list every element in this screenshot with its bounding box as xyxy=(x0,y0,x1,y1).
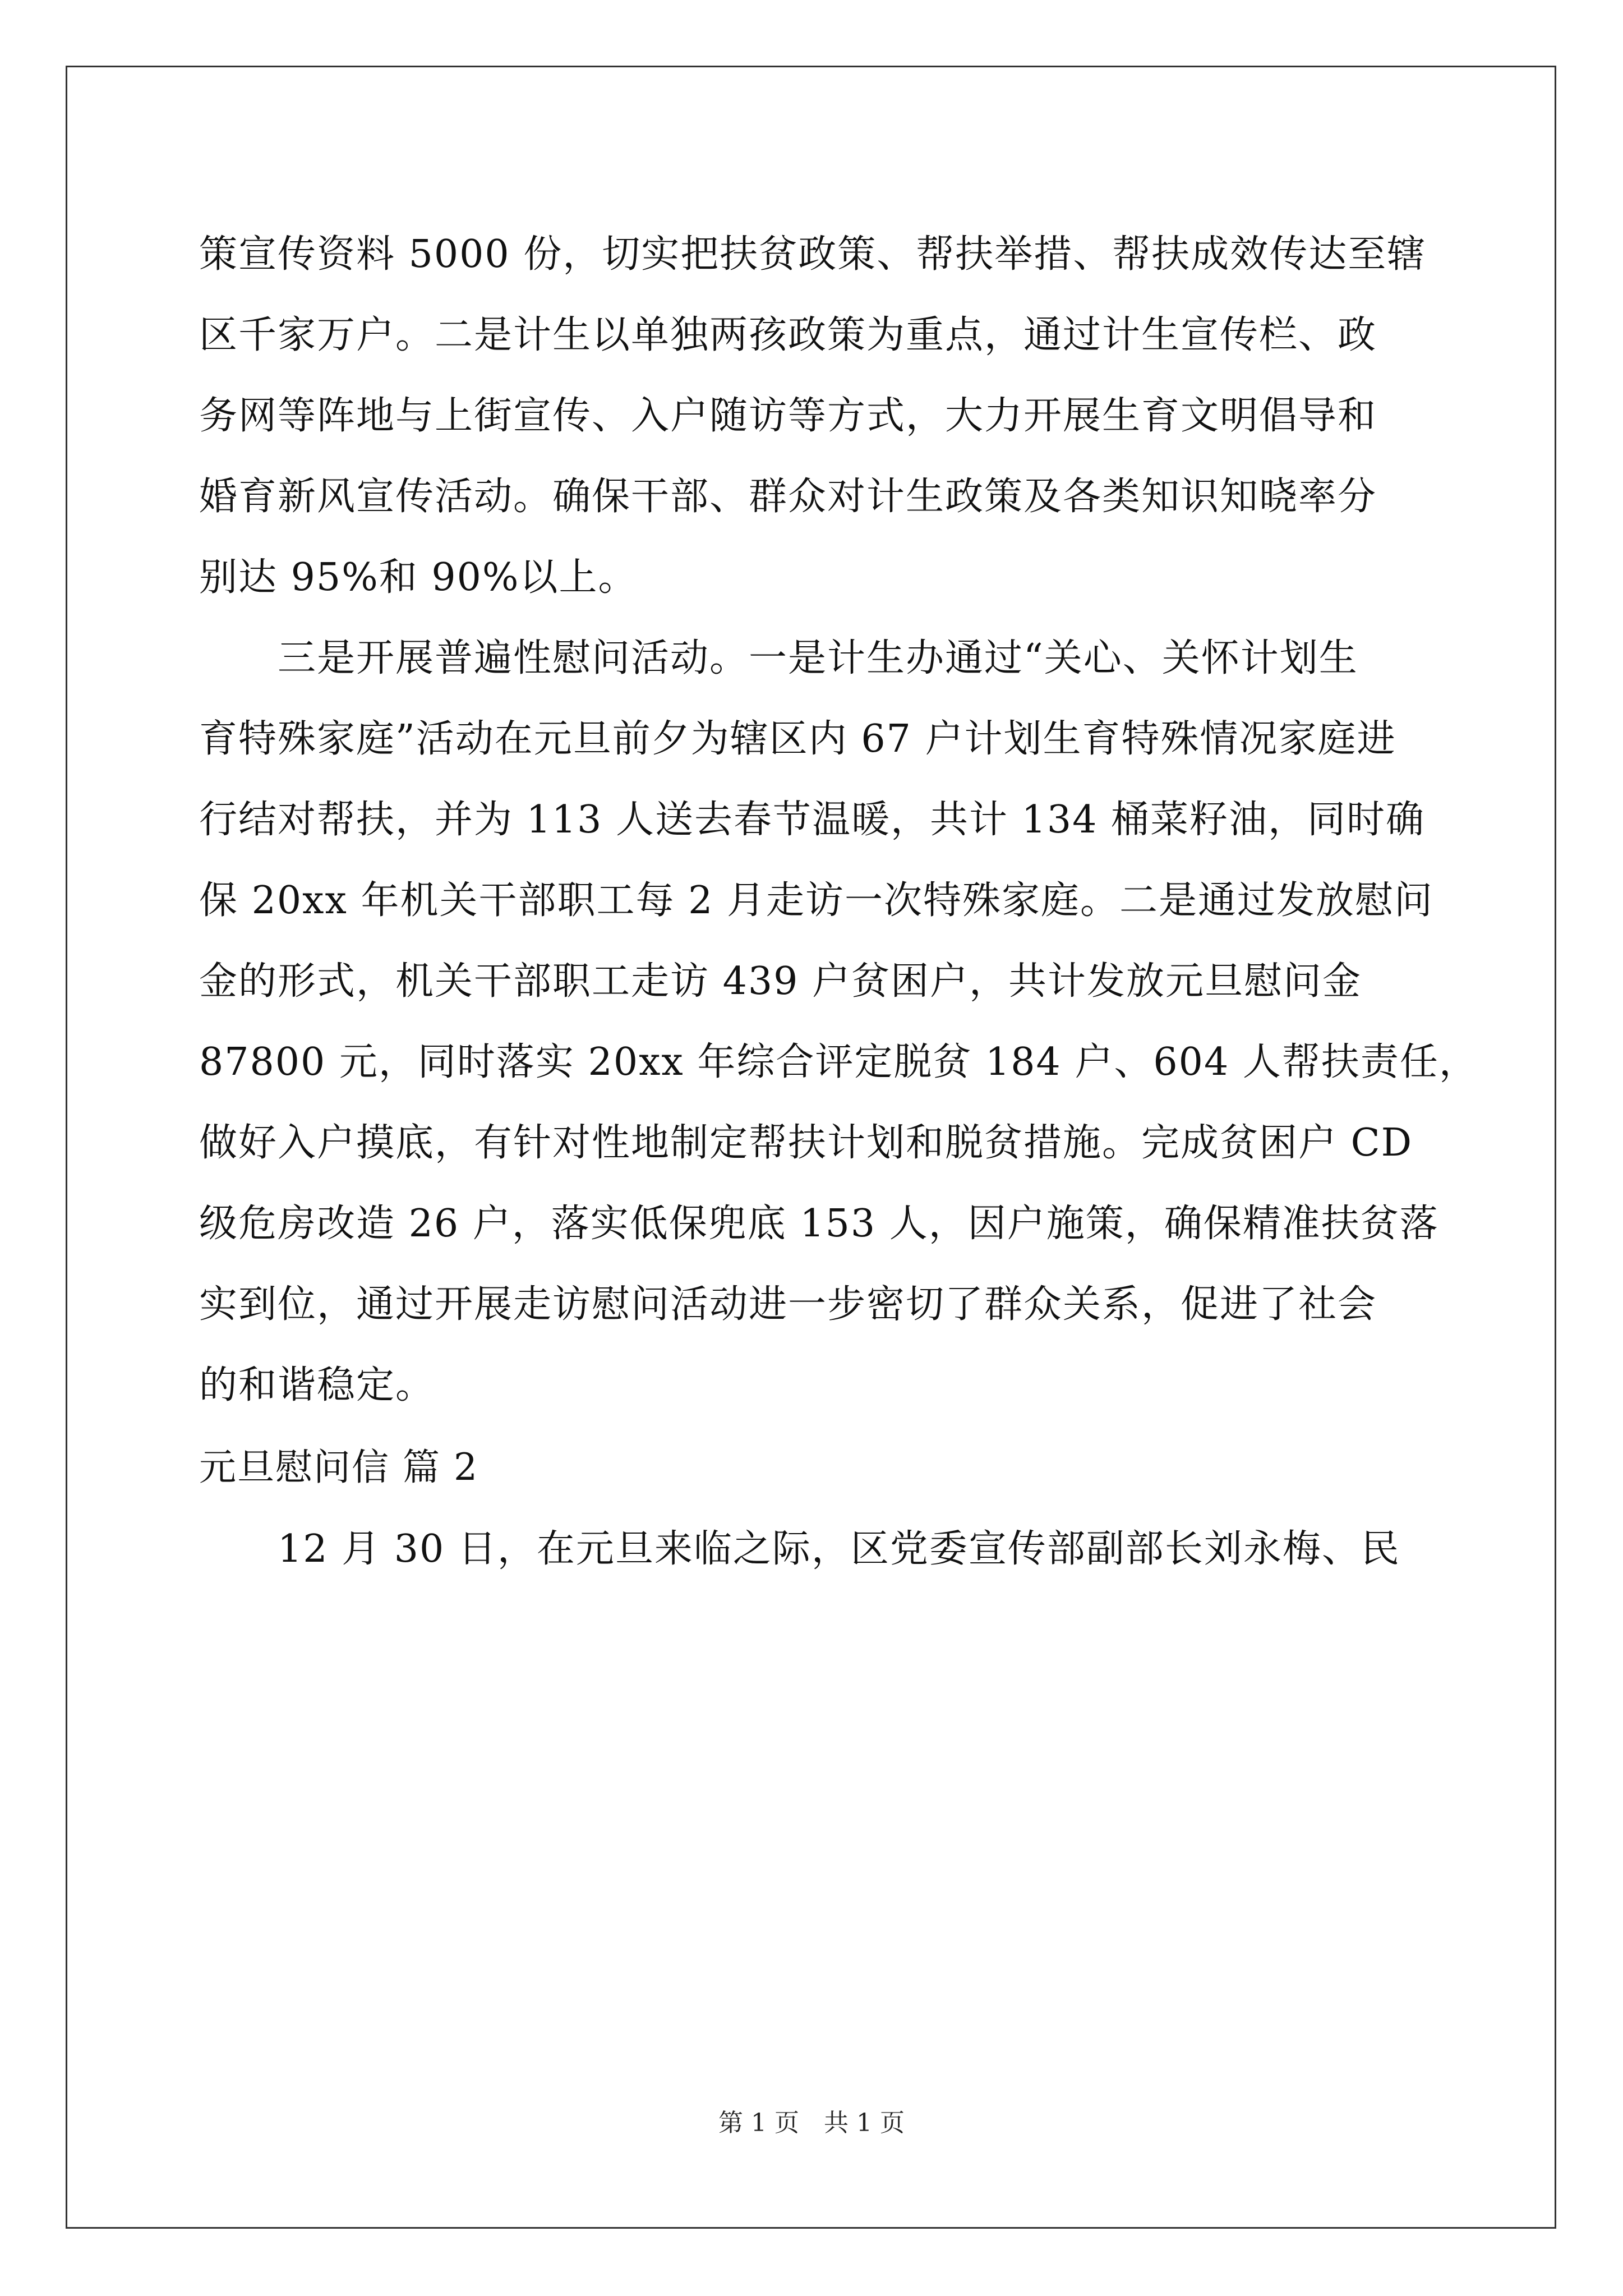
text-line: 级危房改造 26 户，落实低保兜底 153 人，因户施策，确保精准扶贫落 xyxy=(199,1202,1439,1246)
paragraph xyxy=(199,1509,1422,1590)
text-line: 12 月 30 日，在元旦来临之际，区党委宣传部副部长刘永梅、民 xyxy=(278,1527,1400,1571)
text-line: 保 20xx 年机关干部职工每 2 月走访一次特殊家庭。二是通过发放慰问 xyxy=(199,878,1433,923)
text-line: 策宣传资料 5000 份，切实把扶贫政策、帮扶举措、帮扶成效传达至辖 xyxy=(199,232,1427,277)
text-line: 实到位，通过开展走访慰问活动进一步密切了群众关系，促进了社会 xyxy=(199,1282,1377,1327)
text-line: 的和谐稳定。 xyxy=(199,1363,435,1407)
document-body xyxy=(199,214,1478,1590)
section-heading: 元旦慰问信 篇 2 xyxy=(199,1446,478,1489)
paragraph xyxy=(199,618,1478,1426)
text-line: 87800 元，同时落实 20xx 年综合评定脱贫 184 户、604 人帮扶责任， xyxy=(199,1040,1478,1084)
text-line: 行结对帮扶，并为 113 人送去春节温暖，共计 134 桶菜籽油，同时确 xyxy=(199,798,1426,842)
text-line: 区千家万户。二是计生以单独两孩政策为重点，通过计生宣传栏、政 xyxy=(199,313,1377,357)
text-line: 三是开展普遍性慰问活动。一是计生办通过“关心、关怀计划生 xyxy=(278,636,1358,680)
text-line: 婚育新风宣传活动。确保干部、群众对计生政策及各类知识知晓率分 xyxy=(199,475,1377,519)
text-line: 务网等阵地与上街宣传、入户随访等方式，大力开展生育文明倡导和 xyxy=(199,394,1377,438)
paragraph xyxy=(199,214,1427,618)
page-number: 第 1 页 共 1 页 xyxy=(718,2109,905,2137)
text-line: 金的形式，机关干部职工走访 439 户贫困户，共计发放元旦慰问金 xyxy=(199,959,1362,1004)
text-line: 育特殊家庭”活动在元旦前夕为辖区内 67 户计划生育特殊情况家庭进 xyxy=(199,717,1396,761)
text-line: 别达 95%和 90%以上。 xyxy=(199,555,638,600)
text-line: 做好入户摸底，有针对性地制定帮扶计划和脱贫措施。完成贫困户 CD xyxy=(199,1121,1413,1165)
